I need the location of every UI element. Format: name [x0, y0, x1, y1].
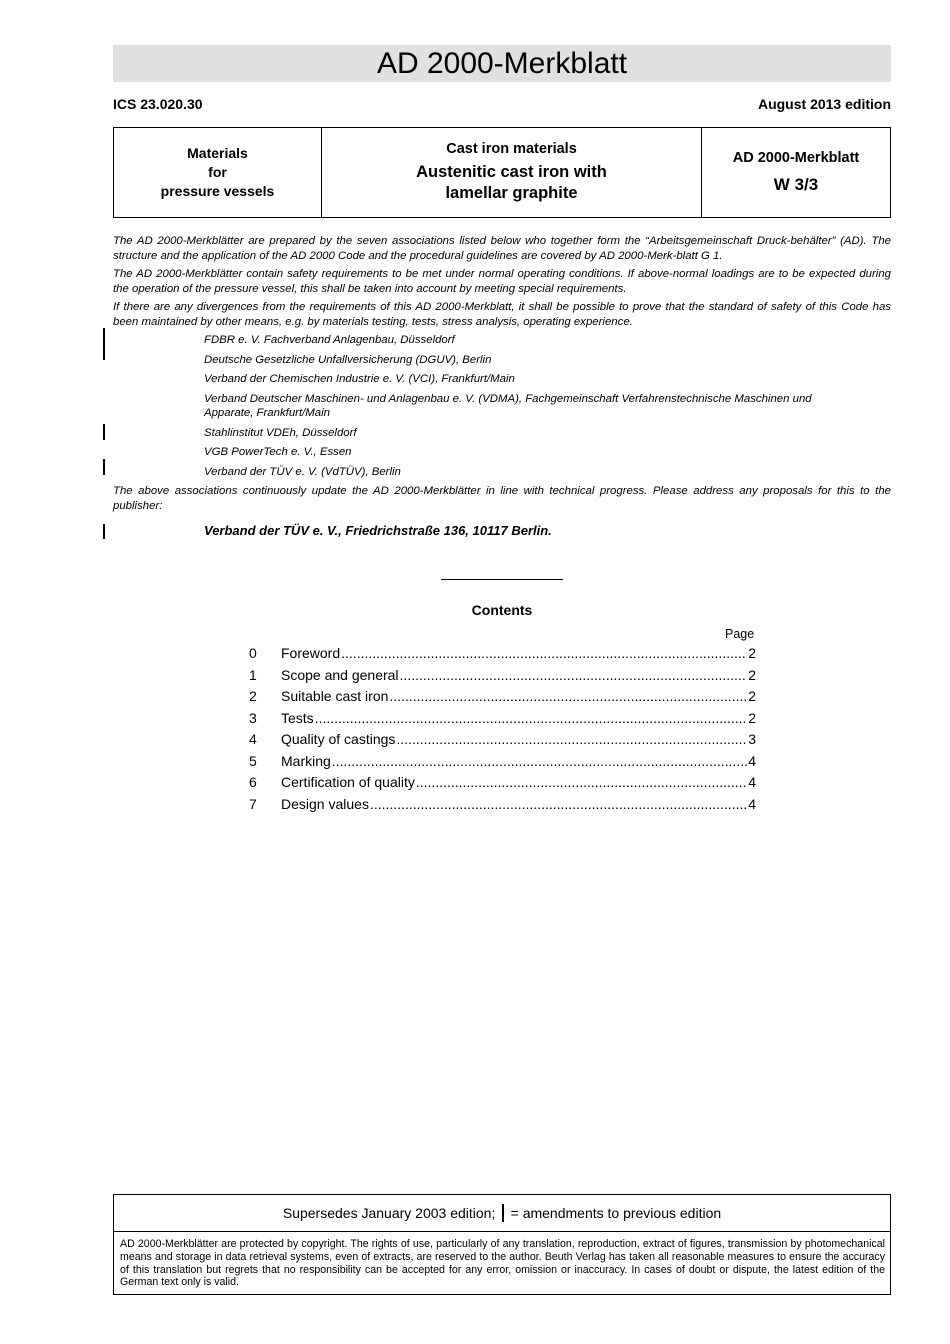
toc-entry[interactable]	[249, 688, 756, 710]
edition-date: August 2013 edition	[757, 96, 891, 112]
category-label: Cast iron materials	[446, 141, 577, 157]
toc-leader	[315, 710, 748, 726]
copyright-notice: AD 2000-Merkblätter are protected by copyright. The rights of use, particularly of any translation, reproduction, extract of figures, transmission by photomechanical means and storage in data retrieval systems, even of extracts, are reserved to the author. Beuth Verlag has taken all reasonable measures to ensure the accuracy of this translation but regrets that no responsibility can be accepted for any error, omission or inaccuracy. In cases of doubt or dispute, the latest edition of the German text only is valid.	[120, 1238, 885, 1289]
page-column-label: Page	[725, 627, 755, 641]
association-name: Deutsche Gesetzliche Unfallversicherung (DGUV), Berlin	[204, 353, 492, 366]
toc-number: 1	[249, 666, 257, 683]
association-name: Stahlinstitut VDEh, Düsseldorf	[204, 426, 357, 439]
materials-line: Materials	[187, 145, 248, 161]
publisher-text: Verband der TÜV e. V., Friedrichstraße 136, 10117 Berlin.	[204, 523, 552, 538]
document-header-table	[113, 127, 891, 218]
toc-entry[interactable]	[249, 753, 756, 775]
amendment-bar-icon	[502, 1204, 504, 1222]
toc-number: 3	[249, 709, 257, 726]
toc-page: 2	[748, 645, 756, 661]
toc-leader	[416, 774, 747, 790]
toc-page: 2	[748, 666, 756, 683]
toc-label: Marking	[281, 752, 331, 769]
intro-paragraph: The AD 2000-Merkblätter are prepared by the seven associations listed below who together form the “Arbeitsgemeinschaft Druck-behälter” (AD). The structure and the application of the AD 2000 Code and the procedural guidelines are covered by AD 2000-Merk-blatt G 1.	[113, 235, 891, 262]
sheet-number: W 3/3	[773, 175, 819, 194]
toc-leader	[400, 667, 748, 683]
materials-cell	[114, 128, 322, 217]
toc-entry[interactable]	[249, 710, 756, 732]
association-item	[113, 465, 891, 480]
sheet-cell	[702, 128, 890, 217]
toc-leader	[370, 796, 747, 812]
toc-page: 4	[748, 774, 756, 790]
publisher-address	[113, 523, 891, 539]
toc-label: Foreword	[281, 645, 341, 661]
toc-number: 4	[249, 731, 257, 747]
change-bar	[103, 328, 105, 360]
supersedes-line	[114, 1195, 890, 1232]
section-divider	[441, 579, 563, 580]
subject-line: lamellar graphite	[445, 184, 578, 202]
intro-paragraph: The AD 2000-Merkblätter contain safety requirements to be met under normal operating conditions. If above-normal loadings are to be expected during the operation of the pressure vessel, this shall be taken into account by meeting special requirements.	[113, 268, 891, 295]
amendments-text: = amendments to previous edition	[510, 1205, 722, 1221]
association-item	[113, 392, 891, 421]
footer-box	[113, 1194, 891, 1295]
toc-label: Scope and general	[281, 666, 399, 683]
association-item	[113, 426, 891, 441]
association-list	[113, 333, 891, 479]
toc-number: 0	[249, 645, 257, 661]
change-bar	[103, 524, 105, 539]
toc-leader	[332, 753, 747, 769]
association-name: FDBR e. V. Fachverband Anlagenbau, Düsseldorf	[204, 334, 455, 346]
toc-leader	[341, 645, 747, 661]
contents-title: Contents	[471, 602, 533, 618]
toc-leader	[396, 731, 747, 747]
change-bar	[103, 424, 105, 440]
ics-code: ICS 23.020.30	[113, 96, 203, 112]
table-of-contents	[249, 645, 756, 817]
series-label: AD 2000-Merkblatt	[732, 150, 860, 166]
toc-page: 2	[748, 709, 756, 726]
toc-entry[interactable]	[249, 667, 756, 689]
toc-entry[interactable]	[249, 796, 756, 818]
toc-label: Tests	[281, 709, 314, 726]
toc-leader	[389, 688, 747, 704]
materials-line: for	[208, 164, 227, 180]
toc-label: Quality of castings	[281, 731, 396, 747]
association-item	[113, 333, 891, 348]
association-item	[113, 353, 891, 368]
intro-paragraph: If there are any divergences from the requirements of this AD 2000-Merkblatt, it shall be possible to prove that the standard of safety of this Code has been maintained by other means, e.g. by materials testing, tests, stress analysis, operating experience.	[113, 301, 891, 328]
change-bar	[103, 459, 105, 475]
materials-line: pressure vessels	[160, 183, 275, 199]
association-name: VGB PowerTech e. V., Essen	[204, 446, 352, 458]
toc-page: 2	[748, 688, 756, 704]
toc-entry[interactable]	[249, 774, 756, 796]
toc-number: 2	[249, 688, 257, 704]
association-name: Verband der TÜV e. V. (VdTÜV), Berlin	[204, 465, 401, 478]
toc-label: Design values	[281, 795, 369, 812]
toc-number: 7	[249, 795, 257, 812]
toc-page: 3	[748, 731, 756, 747]
association-name: Verband Deutscher Maschinen- und Anlagenbau e. V. (VDMA), Fachgemeinschaft Verfahrenstechnische Maschinen und Apparate, Frankfurt/Main	[204, 392, 812, 419]
toc-number: 6	[249, 774, 257, 790]
toc-label: Certification of quality	[281, 774, 415, 790]
toc-page: 4	[748, 795, 756, 812]
toc-page: 4	[748, 752, 756, 769]
association-item	[113, 372, 891, 387]
toc-label: Suitable cast iron	[281, 688, 389, 704]
toc-entry[interactable]	[249, 731, 756, 753]
supersedes-text: Supersedes January 2003 edition;	[282, 1205, 496, 1221]
closing-paragraph: The above associations continuously update the AD 2000-Merkblätter in line with technical progress. Please address any proposals for this to the publisher:	[113, 485, 891, 512]
subject-line: Austenitic cast iron with	[416, 163, 607, 181]
association-name: Verband der Chemischen Industrie e. V. (VCI), Frankfurt/Main	[204, 373, 515, 385]
intro-section	[113, 234, 891, 539]
association-item	[113, 445, 891, 460]
subject-cell	[322, 128, 702, 217]
page-title: AD 2000-Merkblatt	[113, 45, 891, 82]
toc-number: 5	[249, 752, 257, 769]
toc-entry[interactable]	[249, 645, 756, 667]
